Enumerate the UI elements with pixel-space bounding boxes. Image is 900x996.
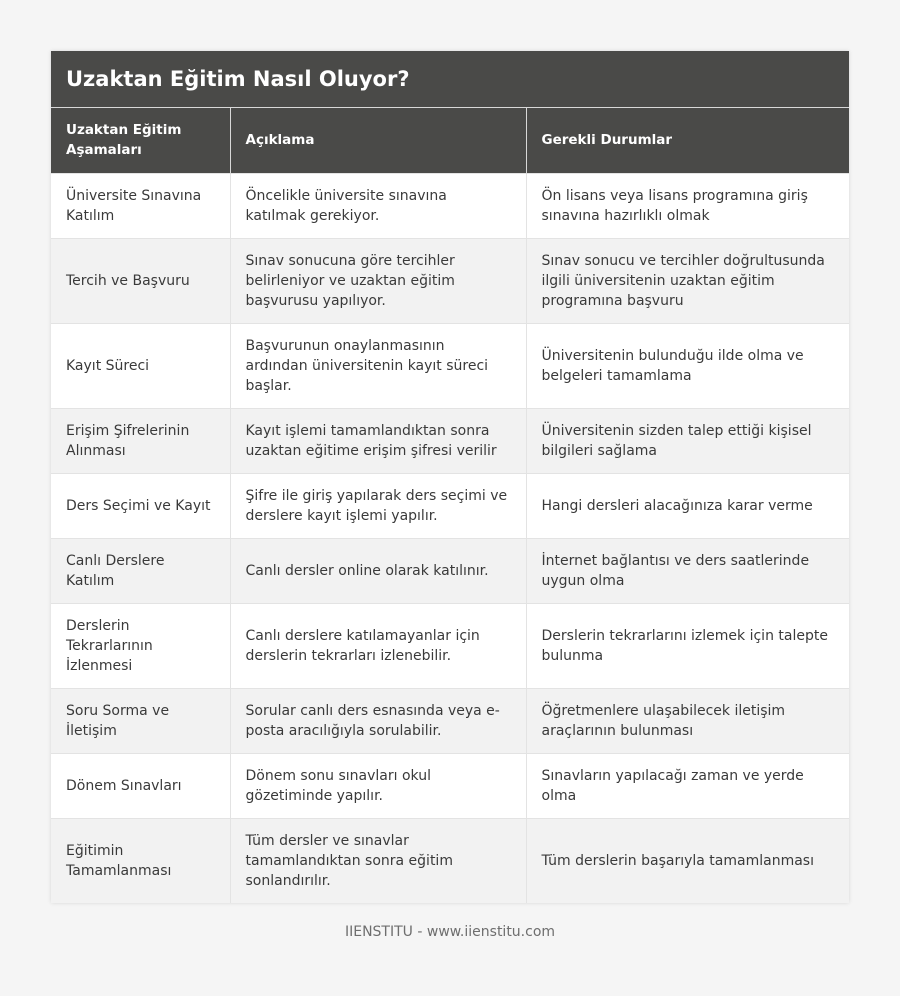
requirement-cell: Ön lisans veya lisans programına giriş sınavına hazırlıklı olmak [526, 173, 849, 238]
table-row [51, 688, 849, 753]
stage-cell: Kayıt Süreci [51, 323, 230, 408]
requirement-cell: Hangi dersleri alacağınıza karar verme [526, 473, 849, 538]
data-table [51, 108, 849, 903]
requirement-cell: Üniversitenin sizden talep ettiği kişisel bilgileri sağlama [526, 408, 849, 473]
description-cell: Şifre ile giriş yapılarak ders seçimi ve derslere kayıt işlemi yapılır. [230, 473, 526, 538]
table-card [51, 51, 849, 903]
description-cell: Başvurunun onaylanmasının ardından üniversitenin kayıt süreci başlar. [230, 323, 526, 408]
stage-cell: Derslerin Tekrarlarının İzlenmesi [51, 603, 230, 688]
description-cell: Kayıt işlemi tamamlandıktan sonra uzaktan eğitime erişim şifresi verilir [230, 408, 526, 473]
table-row [51, 173, 849, 238]
stage-cell: Dönem Sınavları [51, 753, 230, 818]
table-row [51, 753, 849, 818]
description-cell: Dönem sonu sınavları okul gözetiminde yapılır. [230, 753, 526, 818]
table-title: Uzaktan Eğitim Nasıl Oluyor? [51, 51, 849, 108]
description-cell: Öncelikle üniversite sınavına katılmak gerekiyor. [230, 173, 526, 238]
stage-cell: Üniversite Sınavına Katılım [51, 173, 230, 238]
column-header-stages: Uzaktan Eğitim Aşamaları [51, 108, 230, 173]
requirement-cell: Sınav sonucu ve tercihler doğrultusunda ilgili üniversitenin uzaktan eğitim programına başvuru [526, 238, 849, 323]
table-row [51, 538, 849, 603]
table-row [51, 603, 849, 688]
stage-cell: Soru Sorma ve İletişim [51, 688, 230, 753]
stage-cell: Ders Seçimi ve Kayıt [51, 473, 230, 538]
requirement-cell: Tüm derslerin başarıyla tamamlanması [526, 818, 849, 903]
table-row [51, 818, 849, 903]
requirement-cell: Sınavların yapılacağı zaman ve yerde olma [526, 753, 849, 818]
stage-cell: Tercih ve Başvuru [51, 238, 230, 323]
requirement-cell: Öğretmenlere ulaşabilecek iletişim araçlarının bulunması [526, 688, 849, 753]
description-cell: Sorular canlı ders esnasında veya e-posta aracılığıyla sorulabilir. [230, 688, 526, 753]
column-header-description: Açıklama [230, 108, 526, 173]
table-row [51, 473, 849, 538]
description-cell: Canlı derslere katılamayanlar için derslerin tekrarları izlenebilir. [230, 603, 526, 688]
table-row [51, 238, 849, 323]
requirement-cell: Derslerin tekrarlarını izlemek için talepte bulunma [526, 603, 849, 688]
requirement-cell: Üniversitenin bulunduğu ilde olma ve belgeleri tamamlama [526, 323, 849, 408]
footer-credit: IIENSTITU - www.iienstitu.com [344, 924, 556, 940]
stage-cell: Erişim Şifrelerinin Alınması [51, 408, 230, 473]
stage-cell: Canlı Derslere Katılım [51, 538, 230, 603]
description-cell: Tüm dersler ve sınavlar tamamlandıktan sonra eğitim sonlandırılır. [230, 818, 526, 903]
table-row [51, 408, 849, 473]
description-cell: Canlı dersler online olarak katılınır. [230, 538, 526, 603]
header-row [51, 108, 849, 173]
table-row [51, 323, 849, 408]
description-cell: Sınav sonucuna göre tercihler belirleniyor ve uzaktan eğitim başvurusu yapılıyor. [230, 238, 526, 323]
stage-cell: Eğitimin Tamamlanması [51, 818, 230, 903]
column-header-requirements: Gerekli Durumlar [526, 108, 849, 173]
requirement-cell: İnternet bağlantısı ve ders saatlerinde uygun olma [526, 538, 849, 603]
